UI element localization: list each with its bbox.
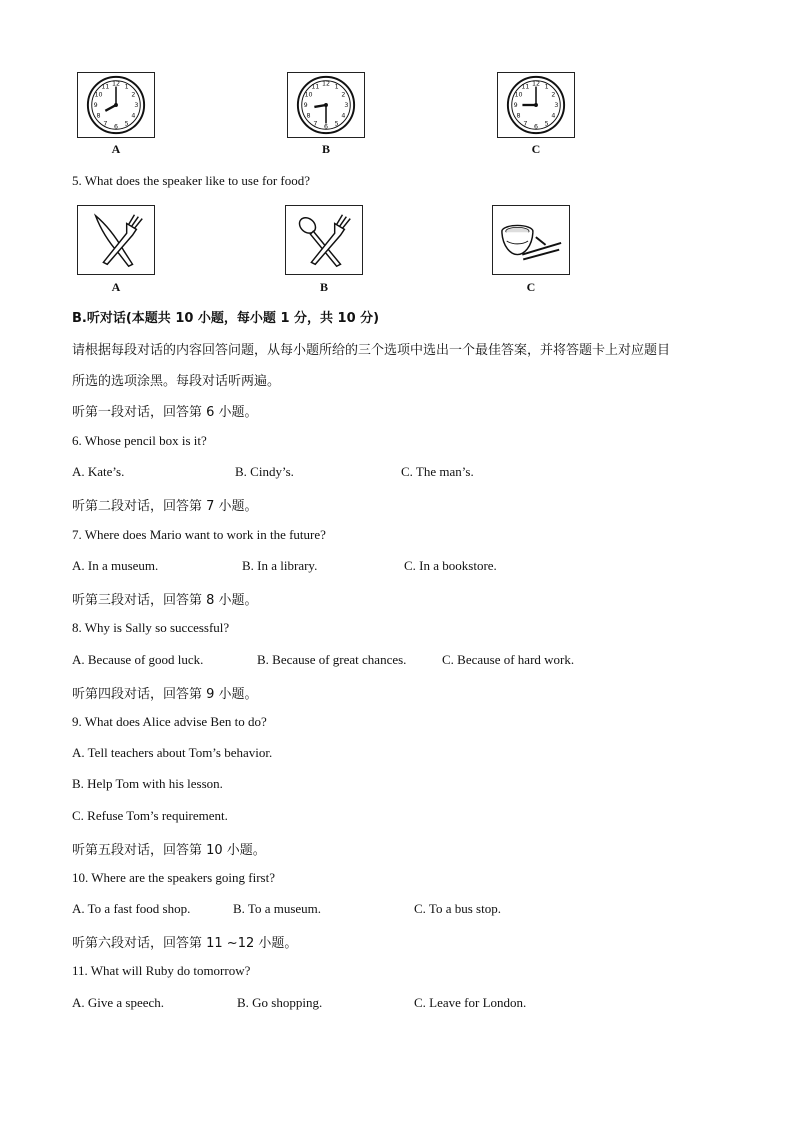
svg-text:12: 12 [111,80,121,88]
option-b[interactable]: B. Help Tom with his lesson. [72,776,223,791]
spoon-fork-picture [285,205,363,275]
svg-text:1: 1 [124,83,129,91]
section-b-instruction: 请根据每段对话的内容回答问题，从每小题所给的三个选项中选出一个最佳答案，并将答题卡上对应题目 [72,343,671,358]
svg-text:2: 2 [341,91,346,99]
svg-text:5: 5 [124,120,129,128]
option-c[interactable]: C. The man’s. [401,464,474,479]
svg-text:3: 3 [344,101,349,109]
option-b[interactable]: B. Cindy’s. [235,464,294,479]
svg-text:11: 11 [311,83,320,91]
option-b[interactable]: B. To a museum. [233,901,322,916]
svg-text:2: 2 [551,91,556,99]
svg-text:5: 5 [544,120,549,128]
question-10: 10. Where are the speakers going first? [72,870,275,885]
option-label: B [319,280,328,294]
dialog-instruction: 听第二段对话，回答第 7 小题。 [72,499,258,514]
svg-text:8: 8 [306,112,311,120]
svg-text:7: 7 [313,120,318,128]
svg-text:10: 10 [514,91,523,99]
option-label: C [526,280,536,294]
clock-icon [288,73,364,137]
clock-icon [498,73,574,137]
option-c[interactable]: C. Leave for London. [414,995,527,1010]
option-a[interactable]: A. Kate’s. [72,464,125,479]
question-8: 8. Why is Sally so successful? [72,620,230,635]
svg-text:9: 9 [303,101,308,109]
option-label: B [321,142,330,156]
question-5: 5. What does the speaker like to use for food? [72,173,311,188]
option-b[interactable]: B. In a library. [242,558,318,573]
option-a[interactable]: A. Tell teachers about Tom’s behavior. [72,745,273,760]
svg-text:7: 7 [103,120,108,128]
clock-icon [78,73,154,137]
svg-text:11: 11 [521,83,530,91]
clock-picture-b [287,72,365,138]
question-11: 11. What will Ruby do tomorrow? [72,963,251,978]
svg-text:4: 4 [551,112,556,120]
svg-text:8: 8 [96,112,101,120]
question-7: 7. Where does Mario want to work in the future? [72,527,326,542]
option-c[interactable]: C. Refuse Tom’s requirement. [72,808,228,823]
svg-text:12: 12 [531,80,541,88]
dialog-instruction: 听第五段对话，回答第 10 小题。 [72,843,266,858]
svg-text:3: 3 [134,101,139,109]
option-b[interactable]: B. Go shopping. [237,995,323,1010]
svg-text:4: 4 [341,112,346,120]
option-c[interactable]: C. Because of hard work. [442,652,575,667]
clock-picture-a [77,72,155,138]
svg-text:9: 9 [93,101,98,109]
option-a[interactable]: A. In a museum. [72,558,159,573]
dialog-instruction: 听第三段对话，回答第 8 小题。 [72,593,258,608]
svg-text:1: 1 [544,83,549,91]
svg-text:6: 6 [113,123,119,131]
option-a[interactable]: A. Because of good luck. [72,652,204,667]
svg-text:9: 9 [513,101,518,109]
svg-text:11: 11 [101,83,110,91]
option-a[interactable]: A. Give a speech. [72,995,165,1010]
svg-text:8: 8 [516,112,521,120]
spoon-fork-icon [286,206,362,274]
knife-fork-picture [77,205,155,275]
bowl-chopsticks-icon [493,206,569,274]
question-6: 6. Whose pencil box is it? [72,433,207,448]
section-b-heading: B.听对话(本题共 10 小题，每小题 1 分，共 10 分) [72,311,380,326]
svg-text:2: 2 [131,91,136,99]
dialog-instruction: 听第四段对话，回答第 9 小题。 [72,687,258,702]
svg-text:6: 6 [533,123,539,131]
clock-picture-c [497,72,575,138]
option-label: A [111,142,121,156]
svg-text:10: 10 [94,91,103,99]
knife-fork-icon [78,206,154,274]
option-label: A [111,280,121,294]
dialog-instruction: 听第六段对话，回答第 11 ~12 小题。 [72,936,298,951]
svg-text:12: 12 [321,80,331,88]
svg-text:7: 7 [523,120,528,128]
option-label: C [531,142,541,156]
svg-text:1: 1 [334,83,339,91]
bowl-chopsticks-picture [492,205,570,275]
option-a[interactable]: A. To a fast food shop. [72,901,191,916]
svg-text:4: 4 [131,112,136,120]
option-b[interactable]: B. Because of great chances. [257,652,407,667]
svg-text:5: 5 [334,120,339,128]
option-c[interactable]: C. In a bookstore. [404,558,497,573]
section-b-instruction: 所选的选项涂黑。每段对话听两遍。 [72,374,281,389]
option-c[interactable]: C. To a bus stop. [414,901,501,916]
svg-text:6: 6 [323,123,329,131]
question-9: 9. What does Alice advise Ben to do? [72,714,267,729]
dialog-instruction: 听第一段对话，回答第 6 小题。 [72,405,258,420]
svg-text:10: 10 [304,91,313,99]
svg-text:3: 3 [554,101,559,109]
